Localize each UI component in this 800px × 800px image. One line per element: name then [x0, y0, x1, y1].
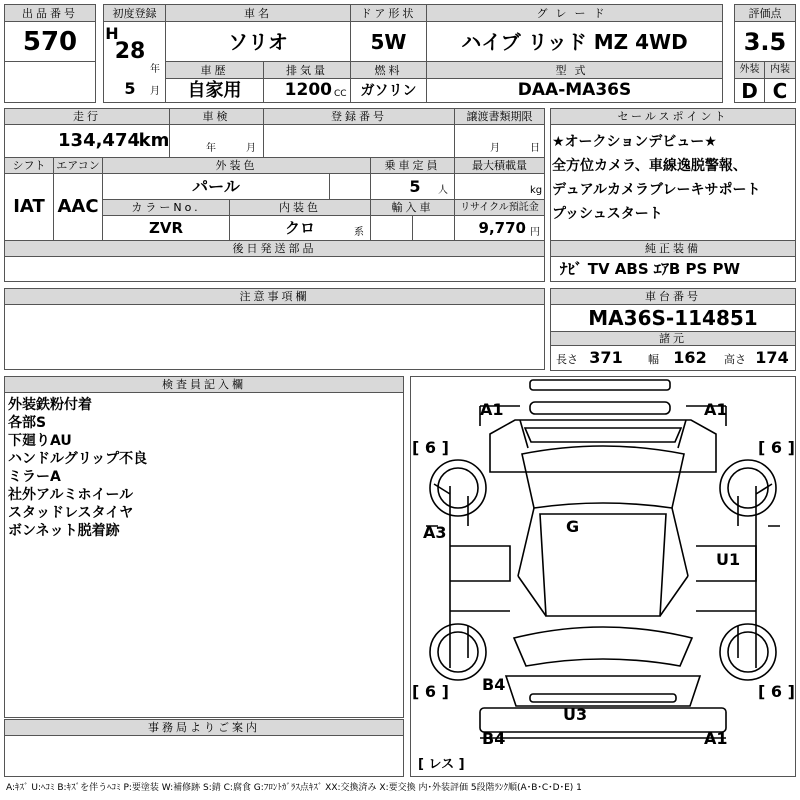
registration-number-cell: [263, 124, 455, 158]
length-label: 長さ: [556, 353, 578, 366]
chassis-number-value: MA36S-114851: [588, 306, 758, 330]
sales-point-3: デュアルカメラブレーキサポート: [552, 182, 761, 198]
fuel-value: ガソリン: [360, 82, 417, 99]
door-type-header: ドア形状: [350, 4, 427, 22]
sales-points-list: [552, 130, 760, 226]
max-load-unit: kg: [530, 185, 543, 196]
mileage-header: 走行: [4, 108, 170, 125]
first-registration-header: 初度登録: [103, 4, 166, 22]
inspector-notes-list: [8, 396, 147, 540]
inspector-note: ミラーA: [8, 469, 61, 485]
registration-month-unit: 月: [150, 86, 160, 97]
damage-code-legend: A:ｷｽﾞ U:ﾍｺﾐ B:ｷｽﾞを伴うﾍｺﾐ P:要塗装 W:補修跡 S:錆 C:腐食 G:ﾌﾛﾝﾄｶﾞﾗｽ点ｷｽﾞ XX:交換済み X:要交換 内･外装評価 5段階ﾗﾝｸ順(A･B･C･D･E) 1: [6, 783, 582, 793]
notes-header: 注意事項欄: [4, 288, 545, 305]
inspector-notes-header: 検査員記入欄: [4, 376, 404, 393]
car-history-header: 車歴: [165, 61, 264, 79]
door-type-value: 5W: [370, 29, 407, 54]
inspector-note: スタッドレスタイヤ: [8, 505, 134, 521]
registration-year: 28: [114, 39, 146, 64]
sales-point-4: プッシュスタート: [552, 206, 663, 222]
recycle-fee-unit: 円: [530, 227, 540, 238]
model-code-header: 型式: [426, 61, 723, 79]
mileage-value: 134,474: [58, 130, 140, 151]
width-value: 162: [673, 348, 707, 367]
later-parts-cell: [4, 256, 545, 282]
office-info-cell: [4, 735, 404, 777]
tire-rear-left: [ 6 ]: [412, 682, 449, 701]
height-value: 174: [755, 348, 789, 367]
dimensions-header: 諸元: [550, 331, 796, 346]
registration-era: H: [105, 24, 119, 43]
mileage-unit: km: [138, 130, 170, 151]
sales-points-header: セールスポイント: [550, 108, 796, 125]
displacement-unit: CC: [334, 89, 347, 99]
damage-right-side: U1: [716, 550, 741, 569]
inspector-note: 各部S: [8, 415, 47, 431]
aircon-value: AAC: [57, 196, 99, 217]
car-outline-diagram: [410, 376, 796, 777]
car-name-header: 車名: [165, 4, 351, 22]
exterior-grade-value: D: [741, 78, 758, 103]
equipment-value: ﾅﾋﾞ TV ABS ｴｱB PS PW: [560, 259, 741, 278]
lot-number-empty: [4, 61, 96, 103]
model-code-value: DAA-MA36S: [517, 80, 632, 100]
damage-rear-right: A1: [704, 729, 728, 748]
damage-left-side: A3: [423, 523, 447, 542]
exterior-color-value: パール: [192, 176, 240, 196]
damage-front-right: A1: [704, 400, 728, 419]
transfer-month-unit: 月: [490, 143, 500, 154]
recycle-fee-value: 9,770: [478, 218, 526, 237]
damage-rear-left: B4: [482, 729, 506, 748]
tire-rear-right: [ 6 ]: [758, 682, 795, 701]
inspection-month-unit: 月: [246, 143, 256, 154]
import-cell-b: [412, 215, 455, 241]
max-load-header: 最大積載量: [454, 157, 545, 174]
registration-year-unit: 年: [150, 64, 160, 75]
inspector-note: 下廻りAU: [8, 433, 72, 449]
shift-header: シフト: [4, 157, 54, 174]
chassis-number-header: 車台番号: [550, 288, 796, 305]
lot-number-header: 出品番号: [4, 4, 96, 22]
capacity-value: 5: [409, 176, 421, 196]
damage-front-left: A1: [480, 400, 504, 419]
transfer-deadline-header: 譲渡書類期限: [454, 108, 545, 125]
inspector-note: ハンドルグリップ不良: [8, 451, 148, 467]
sales-point-1: ★オークションデビュー★: [552, 134, 717, 150]
exterior-color-extra: [329, 173, 371, 200]
height-label: 高さ: [724, 353, 746, 366]
interior-color-header: 内装色: [229, 199, 371, 216]
width-label: 幅: [648, 353, 659, 366]
grade-header: グレード: [426, 4, 723, 22]
recycle-fee-header: リサイクル預託金: [454, 199, 545, 216]
displacement-value: 1200: [284, 80, 332, 100]
import-cell-a: [370, 215, 413, 241]
inspection-year-unit: 年: [206, 143, 216, 154]
later-parts-header: 後日発送部品: [4, 240, 545, 257]
tire-front-right: [ 6 ]: [758, 438, 795, 457]
inspector-note: 社外アルミホイール: [8, 487, 134, 503]
damage-rear-center: U3: [563, 705, 588, 724]
color-number-header: カラーNo.: [102, 199, 230, 216]
transfer-day-unit: 日: [530, 143, 540, 154]
displacement-header: 排気量: [263, 61, 351, 79]
inspector-note: 外装鉄粉付着: [8, 397, 92, 413]
import-header: 輸入車: [370, 199, 455, 216]
damage-glass: G: [566, 517, 580, 536]
inspection-header: 車検: [169, 108, 264, 125]
notes-cell: [4, 304, 545, 370]
registration-number-header: 登録番号: [263, 108, 455, 125]
capacity-unit: 人: [438, 185, 448, 196]
fuel-header: 燃料: [350, 61, 427, 79]
aircon-header: エアコン: [53, 157, 103, 174]
capacity-header: 乗車定員: [370, 157, 455, 174]
sales-point-2: 全方位カメラ、車線逸脱警報、: [552, 158, 747, 174]
equipment-header: 純正装備: [550, 240, 796, 257]
interior-grade-value: C: [772, 78, 788, 103]
grade-value: ハイブ リッド MZ 4WD: [461, 29, 688, 54]
score-header: 評価点: [734, 4, 796, 22]
car-name-value: ソリオ: [228, 29, 288, 54]
office-info-header: 事務局よりご案内: [4, 719, 404, 736]
interior-color-value: クロ: [284, 218, 315, 237]
exterior-grade-header: 外装: [734, 61, 765, 79]
tire-front-left: [ 6 ]: [412, 438, 449, 457]
inspector-note: ボンネット脱着跡: [8, 523, 120, 539]
color-number-value: ZVR: [148, 218, 184, 237]
score-value: 3.5: [743, 27, 787, 56]
interior-color-unit: 系: [354, 227, 364, 238]
shift-value: IAT: [13, 196, 45, 217]
registration-month: 5: [124, 79, 136, 98]
exterior-color-header: 外装色: [102, 157, 371, 174]
interior-grade-header: 内装: [764, 61, 796, 79]
car-history-value: 自家用: [187, 79, 242, 101]
lot-number-value: 570: [22, 26, 78, 57]
damage-rear-quarter: B4: [482, 675, 506, 694]
spare-tire: [ レス ]: [418, 757, 465, 772]
length-value: 371: [589, 348, 623, 367]
